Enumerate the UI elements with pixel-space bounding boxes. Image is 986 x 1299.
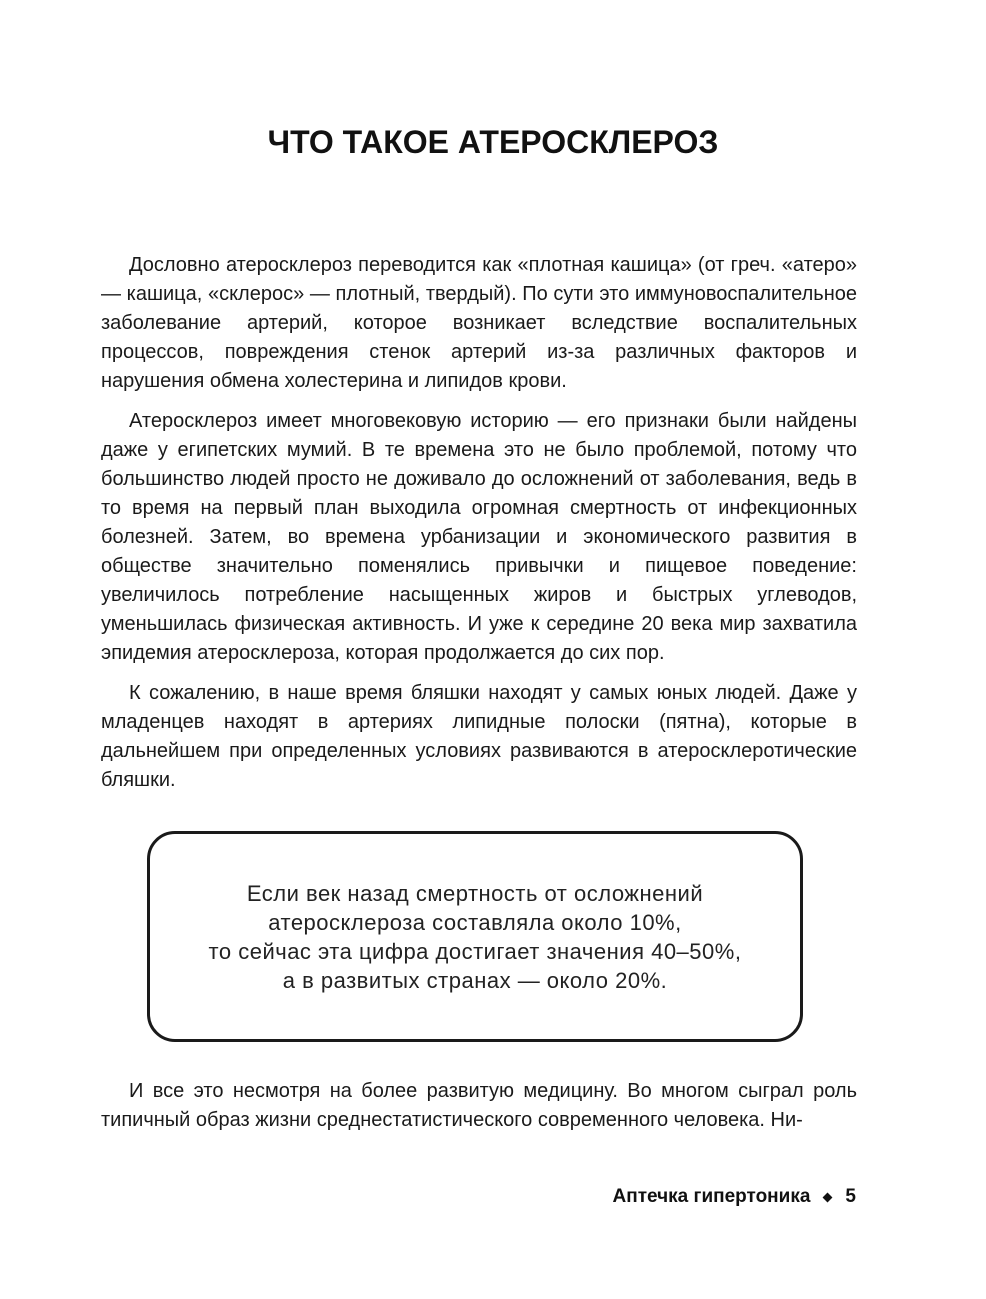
callout-line: то сейчас эта цифра достигает значения 40–50%, (208, 938, 742, 964)
page-title: ЧТО ТАКОЕ АТЕРОСКЛЕРОЗ (267, 124, 719, 160)
text-block-top (101, 251, 857, 806)
paragraph: К сожалению, в наше время бляшки находят у самых юных людей. Даже у младенцев находят в артериях липидные полоски (пятна), которые в дальнейшем при определенных условиях развиваются в атеросклеротические бляшки. (101, 682, 857, 791)
paragraph: И все это несмотря на более развитую медицину. Во многом сыграл роль типичный образ жизни среднестатистического современного человека. Ни- (101, 1080, 857, 1131)
callout-box (147, 831, 803, 1042)
callout-text (209, 879, 742, 995)
paragraph: Дословно атеросклероз переводится как «плотная кашица» (от греч. «атеро» — кашица, «склерос» — плотный, твердый). По сути это иммуновоспалительное заболевание артерий, которое возникает вследствие воспалительных процессов, повреждения стенок артерий из-за различных факторов и нарушения обмена холестерина и липидов крови. (101, 254, 857, 392)
paragraph: Атеросклероз имеет многовековую историю — его признаки были найдены даже у египетских мумий. В те времена это не было проблемой, потому что большинство людей просто не доживало до осложнений от заболевания, ведь в то время на первый план выходила огромная смертность от инфекционных болезней. Затем, во времена урбанизации и экономического развития в обществе значительно поменялись привычки и пищевое поведение: увеличилось потребление насыщенных жиров и быстрых углеводов, уменьшилась физическая активность. И уже к середине 20 века мир захватила эпидемия атеросклероза, которая продолжается до сих пор. (101, 410, 857, 664)
callout-line: атеросклероза составляла около 10%, (268, 909, 682, 935)
callout-line: Если век назад смертность от осложнений (246, 880, 704, 906)
running-footer (613, 1186, 856, 1208)
page-number: 5 (845, 1186, 856, 1207)
text-block-bottom (101, 1077, 857, 1146)
callout-line: а в развитых странах — около 20%. (282, 967, 668, 993)
book-title: Аптечка гипертоника (612, 1186, 811, 1207)
diamond-separator-icon (823, 1192, 833, 1202)
